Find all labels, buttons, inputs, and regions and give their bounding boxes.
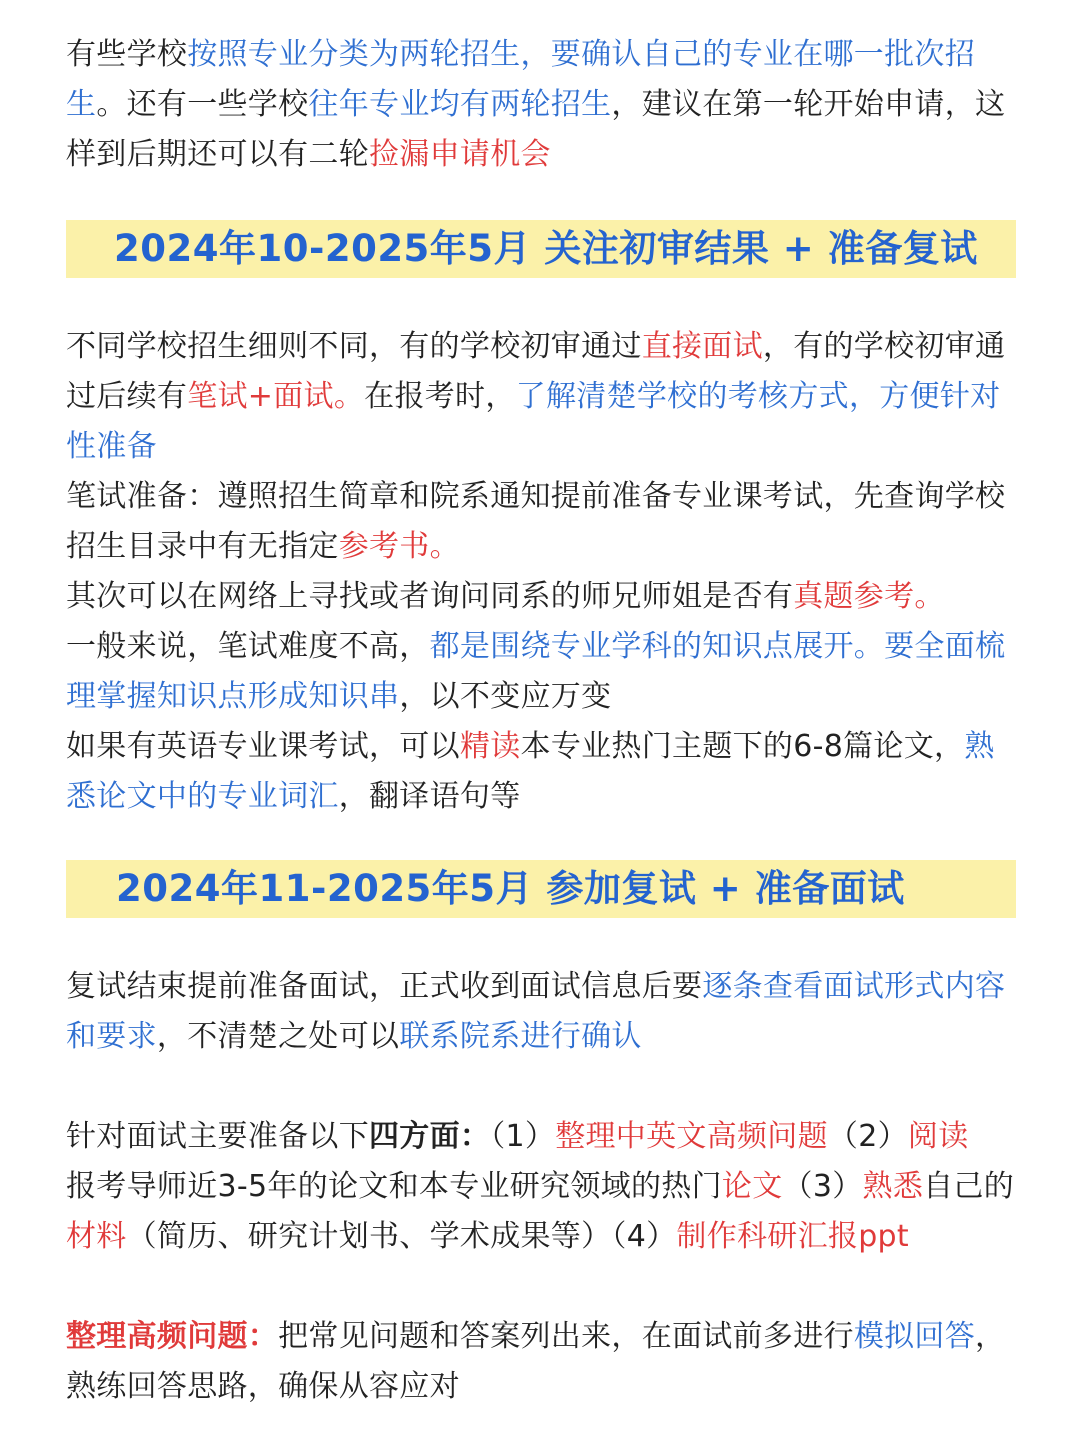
text-line [66, 1212, 1038, 1262]
text-segment: （简历、研究计划书、学术成果等）（4） [126, 1219, 677, 1254]
highlight-segment: 直接面试 [641, 329, 763, 364]
text-segment: ，不清楚之处可以 [156, 1019, 400, 1054]
highlight-segment: 整理中英文高频问题 [555, 1119, 828, 1154]
text-line [66, 472, 1038, 522]
highlight-segment: 真题参考。 [793, 579, 945, 614]
text-segment: （3） [782, 1169, 863, 1204]
highlight-segment: 了解清楚学校的考核方式，方便针对 [515, 379, 1001, 414]
highlight-segment: 熟悉 [862, 1169, 924, 1204]
text-line [66, 722, 1038, 772]
text-segment: 样到后期还可以有二轮 [66, 137, 369, 172]
section-1-banner [66, 220, 1016, 278]
text-segment: ，建议在第一轮开始申请，这 [611, 87, 1006, 122]
text-segment: 笔试准备：遵照招生简章和院系通知提前准备专业课考试，先查询学校 [66, 479, 1006, 514]
highlight-segment: 往年专业均有两轮招生 [308, 87, 612, 122]
section-1-body [66, 322, 1038, 822]
section-2-banner [66, 860, 1016, 918]
text-line [66, 1312, 1038, 1362]
highlight-segment: 模拟回答 [853, 1319, 976, 1354]
highlight-segment: 捡漏申请机会 [369, 137, 551, 172]
text-segment: 把常见问题和答案列出来，在面试前多进行 [278, 1319, 854, 1354]
highlight-segment: 精读 [459, 729, 521, 764]
text-segment: 如果有英语专业课考试，可以 [66, 729, 460, 764]
highlight-segment: 参考书。 [338, 529, 460, 564]
text-segment: （2） [827, 1119, 908, 1154]
highlight-segment: 性准备 [66, 429, 157, 464]
text-segment: 针对面试主要准备以下 [66, 1119, 369, 1154]
intro-paragraph [66, 30, 1038, 180]
highlight-segment: 按照专业分类为两轮招生，要确认自己的专业在哪一批次招 [187, 37, 976, 72]
text-line [66, 322, 1038, 372]
text-line [66, 372, 1038, 422]
highlight-segment: 理掌握知识点形成知识串 [66, 679, 400, 714]
section-2-paragraph-2 [66, 1112, 1038, 1262]
section-2-title: 2024年11-2025年5月 参加复试 + 准备面试 [116, 867, 905, 910]
text-segment: ，翻译语句等 [338, 779, 521, 814]
text-segment: 报考导师近3-5年的论文和本专业研究领域的热门 [66, 1169, 722, 1204]
text-line [66, 130, 1038, 180]
highlight-segment: 四方面： [369, 1119, 491, 1154]
text-segment: ，以不变应万变 [399, 679, 612, 714]
text-segment: 熟练回答思路，确保从容应对 [66, 1369, 460, 1404]
text-segment: 招生目录中有无指定 [66, 529, 339, 564]
text-line [66, 572, 1038, 622]
text-segment: 自己的 [923, 1169, 1015, 1204]
text-line [66, 962, 1038, 1012]
text-line [66, 1012, 1038, 1062]
section-1-title: 2024年10-2025年5月 关注初审结果 + 准备复试 [114, 227, 978, 270]
text-segment: 不同学校招生细则不同，有的学校初审通过 [66, 329, 642, 364]
highlight-segment: 和要求 [66, 1019, 157, 1054]
text-line [66, 772, 1038, 822]
highlight-segment: 熟 [964, 729, 995, 764]
text-segment: ，有的学校初审通 [762, 329, 1006, 364]
highlight-segment: 生 [66, 87, 97, 122]
highlight-segment: 笔试+面试。 [187, 379, 365, 414]
text-segment: 过后续有 [66, 379, 188, 414]
text-segment: 有些学校 [66, 37, 188, 72]
text-segment: 。还有一些学校 [96, 87, 309, 122]
text-segment: 复试结束提前准备面试，正式收到面试信息后要 [66, 969, 703, 1004]
highlight-segment: 都是围绕专业学科的知识点展开。要全面梳 [429, 629, 1006, 664]
highlight-segment: 整理高频问题： [66, 1319, 279, 1354]
highlight-segment: 阅读 [907, 1119, 969, 1154]
text-segment: （1） [490, 1119, 556, 1154]
text-line [66, 622, 1038, 672]
text-segment: 一般来说，笔试难度不高， [66, 629, 430, 664]
highlight-segment: 联系院系进行确认 [399, 1019, 642, 1054]
text-segment: 在报考时， [364, 379, 516, 414]
text-line [66, 672, 1038, 722]
highlight-segment: 论文 [721, 1169, 783, 1204]
text-line [66, 1112, 1038, 1162]
section-2-paragraph-1 [66, 962, 1038, 1062]
text-line [66, 522, 1038, 572]
text-line [66, 422, 1038, 472]
text-line [66, 30, 1038, 80]
text-segment: 其次可以在网络上寻找或者询问同系的师兄师姐是否有 [66, 579, 794, 614]
highlight-segment: 悉论文中的专业词汇 [66, 779, 339, 814]
text-segment: 本专业热门主题下的6-8篇论文， [520, 729, 965, 764]
text-line [66, 1362, 1038, 1412]
section-2-paragraph-3 [66, 1312, 1038, 1412]
text-line [66, 1162, 1038, 1212]
highlight-segment: 制作科研汇报ppt [676, 1219, 909, 1254]
highlight-segment: 逐条查看面试形式内容 [702, 969, 1006, 1004]
highlight-segment: 材料 [66, 1219, 127, 1254]
text-line [66, 80, 1038, 130]
text-segment: ， [975, 1319, 1006, 1354]
